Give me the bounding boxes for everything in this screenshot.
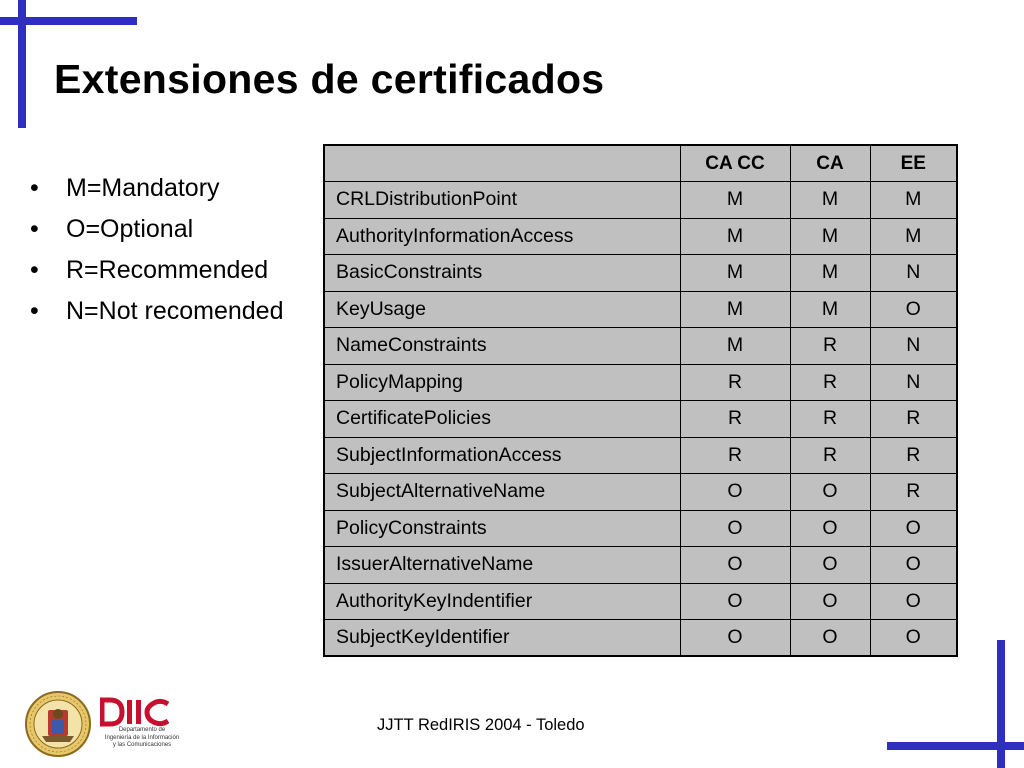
extension-name-cell: AuthorityKeyIndentifier xyxy=(324,583,680,620)
ca-cell: M xyxy=(790,218,870,255)
ca-cell: O xyxy=(790,583,870,620)
ee-cell: O xyxy=(870,620,957,657)
extension-name-cell: IssuerAlternativeName xyxy=(324,547,680,584)
table-row xyxy=(324,401,957,438)
ca-cell: R xyxy=(790,437,870,474)
extension-name-cell: SubjectKeyIdentifier xyxy=(324,620,680,657)
bottom-right-horizontal-bar xyxy=(887,742,1024,750)
extension-name-cell: PolicyConstraints xyxy=(324,510,680,547)
ca-cc-cell: M xyxy=(680,182,790,219)
table-row xyxy=(324,328,957,365)
ee-cell: M xyxy=(870,218,957,255)
ca-cc-cell: M xyxy=(680,218,790,255)
extensions-table xyxy=(323,144,958,657)
ca-cell: O xyxy=(790,547,870,584)
ca-cc-cell: R xyxy=(680,364,790,401)
ee-cell: O xyxy=(870,547,957,584)
ca-cell: M xyxy=(790,182,870,219)
ee-cell: R xyxy=(870,474,957,511)
list-item-text: M=Mandatory xyxy=(66,174,220,202)
ca-cc-cell: M xyxy=(680,255,790,292)
ee-cell: O xyxy=(870,583,957,620)
list-item-text: O=Optional xyxy=(66,215,194,243)
ca-cc-cell: O xyxy=(680,620,790,657)
ee-cell: M xyxy=(870,182,957,219)
table-row xyxy=(324,474,957,511)
bullet-icon: • xyxy=(30,297,39,325)
table-row xyxy=(324,620,957,657)
ee-cell: R xyxy=(870,401,957,438)
table-row xyxy=(324,218,957,255)
extension-name-cell: SubjectInformationAccess xyxy=(324,437,680,474)
department-line: Ingeniería de la Información xyxy=(104,734,180,741)
university-logo-area xyxy=(24,690,184,760)
ca-cell: O xyxy=(790,474,870,511)
bullet-icon: • xyxy=(30,256,39,284)
bullet-icon: • xyxy=(30,174,39,202)
list-item xyxy=(28,291,283,332)
column-header-extension xyxy=(324,145,680,182)
ee-cell: N xyxy=(870,328,957,365)
table-body xyxy=(324,182,957,657)
list-item-text: N=Not recomended xyxy=(66,297,284,325)
table-row xyxy=(324,510,957,547)
ca-cc-cell: R xyxy=(680,401,790,438)
extension-name-cell: PolicyMapping xyxy=(324,364,680,401)
ca-cell: R xyxy=(790,364,870,401)
extension-name-cell: NameConstraints xyxy=(324,328,680,365)
ca-cc-cell: R xyxy=(680,437,790,474)
slide-footer: JJTT RedIRIS 2004 - Toledo xyxy=(377,716,585,734)
ee-cell: N xyxy=(870,255,957,292)
department-line: Departamento de xyxy=(118,727,166,733)
ca-cell: O xyxy=(790,620,870,657)
extension-name-cell: KeyUsage xyxy=(324,291,680,328)
list-item xyxy=(28,250,283,291)
ca-cc-cell: M xyxy=(680,328,790,365)
table-row xyxy=(324,364,957,401)
department-line: y las Comunicaciones xyxy=(112,742,172,748)
ca-cc-cell: O xyxy=(680,583,790,620)
ca-cc-cell: M xyxy=(680,291,790,328)
slide-title: Extensiones de certificados xyxy=(54,56,605,102)
ca-cell: O xyxy=(790,510,870,547)
table-row xyxy=(324,182,957,219)
ca-cell: R xyxy=(790,401,870,438)
top-left-horizontal-bar xyxy=(0,17,137,25)
extension-name-cell: CertificatePolicies xyxy=(324,401,680,438)
list-item xyxy=(28,209,283,250)
ee-cell: R xyxy=(870,437,957,474)
legend-list xyxy=(28,168,283,332)
ca-cc-cell: O xyxy=(680,474,790,511)
list-item-text: R=Recommended xyxy=(66,256,269,284)
bullet-icon: • xyxy=(30,215,39,243)
department-caption xyxy=(102,727,182,750)
column-header-ee: EE xyxy=(870,145,957,182)
ca-cell: M xyxy=(790,255,870,292)
ca-cc-cell: O xyxy=(680,547,790,584)
ca-cell: M xyxy=(790,291,870,328)
ee-cell: O xyxy=(870,510,957,547)
table-row xyxy=(324,547,957,584)
list-item xyxy=(28,168,283,209)
extension-name-cell: SubjectAlternativeName xyxy=(324,474,680,511)
ca-cc-cell: O xyxy=(680,510,790,547)
table-row xyxy=(324,291,957,328)
diic-wordmark-icon xyxy=(100,696,180,730)
extension-name-cell: CRLDistributionPoint xyxy=(324,182,680,219)
column-header-ca-cc: CA CC xyxy=(680,145,790,182)
ee-cell: N xyxy=(870,364,957,401)
table-header-row xyxy=(324,145,957,182)
table-row xyxy=(324,437,957,474)
ee-cell: O xyxy=(870,291,957,328)
column-header-ca: CA xyxy=(790,145,870,182)
extension-name-cell: BasicConstraints xyxy=(324,255,680,292)
ca-cell: R xyxy=(790,328,870,365)
table-row xyxy=(324,255,957,292)
table-row xyxy=(324,583,957,620)
extension-name-cell: AuthorityInformationAccess xyxy=(324,218,680,255)
